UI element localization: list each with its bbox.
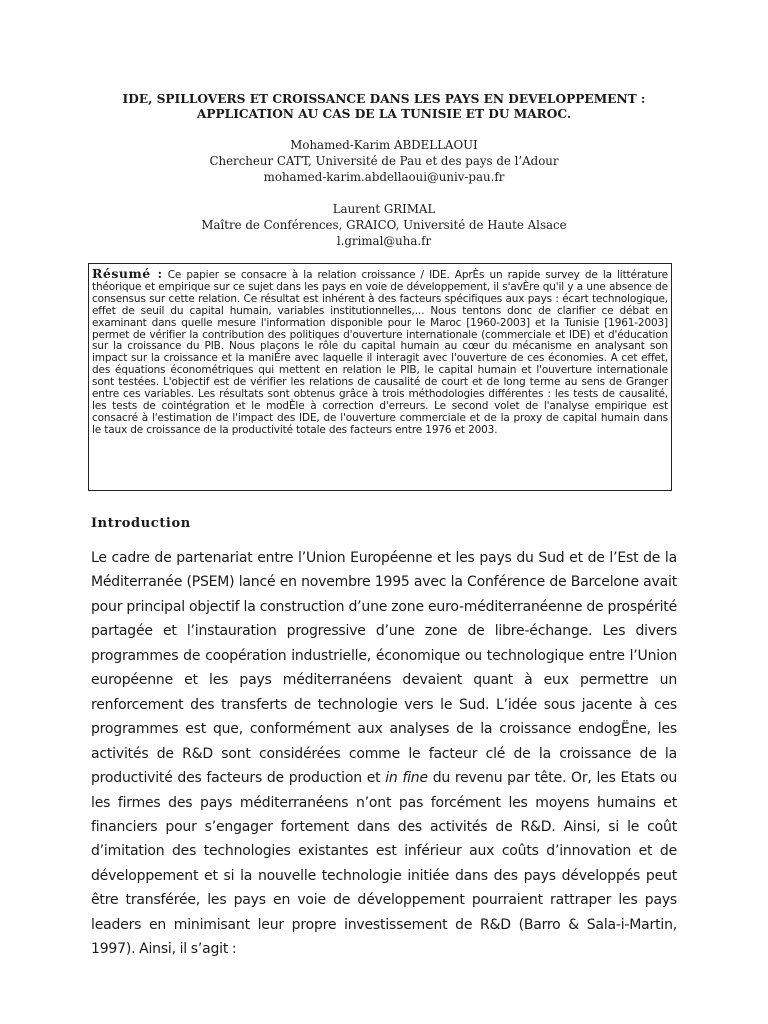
abstract-label: Résumé : bbox=[92, 266, 163, 281]
intro-text-part-1: Le cadre de partenariat entre l’Union Européenne et les pays du Sud et de l’Est de la Méditerranée (PSEM) lancé en novembre 1995 avec la Conférence de Barcelone avait pour principal objectif la construction d’une zone euro-méditerranéenne de prospérité partagée et l’instauration progressive d’une zone de libre-échange. Les divers programmes de coopération industrielle, économique ou technologique entre l’Union européenne et les pays méditerranéens devaient quant à eux permettre un renforcement des transferts de technologie vers le Sud. L’idée sous jacente à ces programmes est que, conformément aux analyses de la croissance endogËne, les activités de R&D sont considérées comme le facteur clé de la croissance de la productivité des facteurs de production et bbox=[91, 550, 677, 787]
author-email: l.grimal@uha.fr bbox=[336, 234, 432, 248]
author-email: mohamed-karim.abdellaoui@univ-pau.fr bbox=[263, 170, 505, 184]
paper-title bbox=[90, 92, 678, 122]
introduction-paragraph bbox=[91, 546, 677, 962]
intro-italic-phrase: in fine bbox=[385, 770, 428, 787]
abstract-text: Ce papier se consacre à la relation croissance / IDE. AprÈs un rapide survey de la littérature théorique et empirique sur ce sujet dans les pays en voie de développement, il s'avÈre qu'il y a une absence de consensus sur cette relation. Ce résultat est inhérent à des facteurs spécifiques aux pays : écart technologique, effet de seuil du capital humain, variables institutionnelles,... Nous tentons donc de clarifier ce débat en examinant dans quelle mesure l'information disponible pour le Maroc [1960-2003] et la Tunisie [1961-2003] permet de vérifier la contribution des politiques d'ouverture internationale (commerciale et IDE) et d'éducation sur la croissance du PIB. Nous plaçons le rôle du capital humain au cœur du mécanisme en analysant son impact sur la croissance et la maniÈre avec laquelle il interagit avec l'ouverture de ces économies. A cet effet, des équations économétriques qui mettent en relation le PIB, le capital humain et l'ouverture internationale sont testées. L'objectif est de vérifier les relations de causalité de court et de long terme au sens de Granger entre ces variables. Les résultats sont obtenus grâce à trois méthodologies différentes : les tests de causalité, les tests de cointégration et le modÈle à correction d'erreurs. Le second volet de l'analyse empirique est consacré à l'estimation de l'impact des IDE, de l'ouverture commerciale et de la proxy de capital humain dans le taux de croissance de la productivité totale des facteurs entre 1976 et 2003. bbox=[92, 269, 668, 436]
abstract-box bbox=[88, 263, 672, 491]
author-name: Laurent GRIMAL bbox=[332, 202, 436, 216]
author-affiliation: Chercheur CATT, Université de Pau et des pays de l’Adour bbox=[209, 154, 559, 168]
author-affiliation: Maître de Conférences, GRAICO, Université de Haute Alsace bbox=[201, 218, 567, 232]
title-line-1: IDE, SPILLOVERS ET CROISSANCE DANS LES PAYS EN DEVELOPPEMENT : bbox=[122, 92, 646, 106]
intro-text-part-2: du revenu par tête. Or, les Etats ou les firmes des pays méditerranéens n’ont pas forcément les moyens humains et financiers pour s’engager fortement dans des activités de R&D. Ainsi, si le coût d’imitation des technologies existantes est inférieur aux coûts d’innovation et de développement et si la nouvelle technologie initiée dans des pays développés peut être transférée, les pays en voie de développement pourraient rattraper les pays leaders en minimisant leur propre investissement de R&D (Barro & Sala-i-Martin, 1997). Ainsi, il s’agit : bbox=[91, 770, 677, 958]
author-name: Mohamed-Karim ABDELLAOUI bbox=[290, 138, 478, 152]
section-heading-introduction: Introduction bbox=[91, 516, 191, 531]
author-block-1 bbox=[90, 137, 678, 185]
author-block-2 bbox=[90, 201, 678, 249]
title-line-2: APPLICATION AU CAS DE LA TUNISIE ET DU MAROC. bbox=[196, 107, 572, 121]
